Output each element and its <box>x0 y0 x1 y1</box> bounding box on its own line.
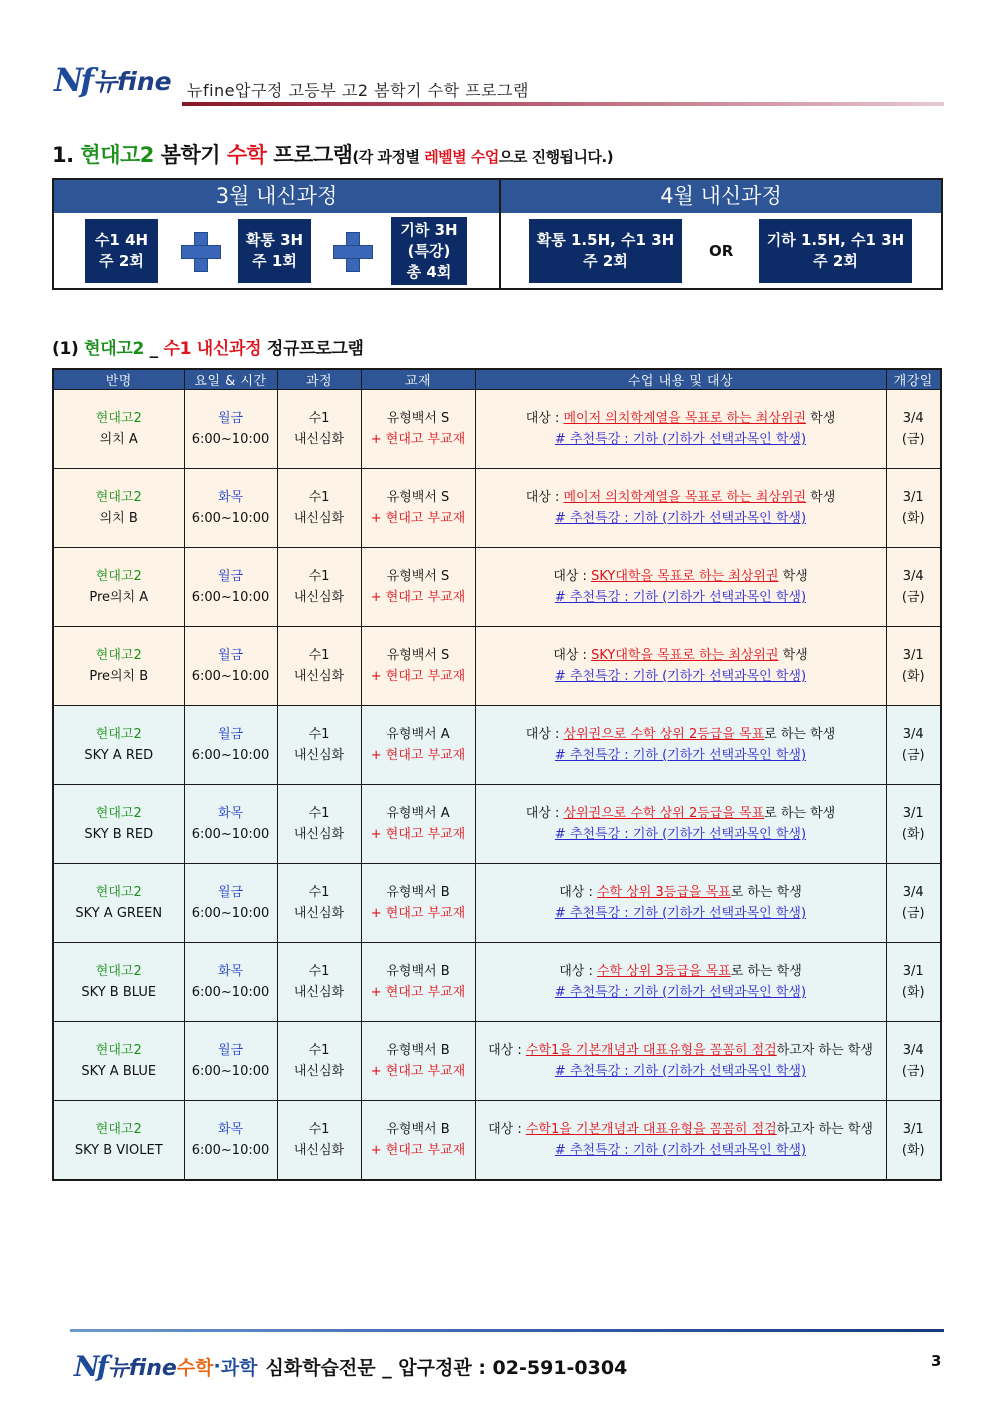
cell-start-date <box>886 785 941 864</box>
class-school: 현대고2 <box>95 569 142 584</box>
start-date: 3/1 <box>902 806 924 821</box>
target-tail: 하고자 하는 학생 <box>776 1043 873 1058</box>
cell-description <box>475 1022 886 1101</box>
textbook-main: 유형백서 A <box>386 727 450 742</box>
target-tail: 로 하는 학생 <box>730 885 802 900</box>
start-weekday: (화) <box>901 985 925 1000</box>
logo-text: 뉴fine <box>93 67 172 96</box>
table-row <box>53 706 941 785</box>
target-line <box>476 645 886 666</box>
footer-contact: 심화학습전문 _ 압구정관 : 02-591-0304 <box>265 1356 628 1379</box>
cell-textbook <box>361 548 475 627</box>
start-date: 3/1 <box>902 648 924 663</box>
cell-textbook <box>361 864 475 943</box>
target-label: 대상 : <box>525 806 564 821</box>
footer-logo-mark: Nf <box>74 1349 106 1383</box>
textbook-main: 유형백서 B <box>386 1043 450 1058</box>
target-line <box>476 566 886 587</box>
recommended-special: # 추천특강 : 기하 (기하가 선택과목인 학생) <box>554 748 807 763</box>
table-row <box>53 627 941 706</box>
subsection-title <box>52 334 364 359</box>
textbook-extra: + 현대고 부교재 <box>370 827 466 842</box>
course-subject: 수1 <box>308 806 330 821</box>
textbook-extra: + 현대고 부교재 <box>370 1143 466 1158</box>
textbook-extra: + 현대고 부교재 <box>370 511 466 526</box>
cell-textbook <box>361 390 475 469</box>
textbook-main: 유형백서 S <box>386 648 450 663</box>
recommended-special: # 추천특강 : 기하 (기하가 선택과목인 학생) <box>554 432 807 447</box>
class-time: 6:00~10:00 <box>191 590 270 605</box>
footer-subject-math: 수학 <box>176 1356 214 1379</box>
target-label: 대상 : <box>559 885 597 900</box>
subsection-rest: 정규프로그램 <box>266 339 364 359</box>
class-time: 6:00~10:00 <box>191 906 270 921</box>
cell-course <box>277 627 361 706</box>
cell-description <box>475 469 886 548</box>
cell-description <box>475 1101 886 1181</box>
cell-start-date <box>886 706 941 785</box>
course-level: 내신심화 <box>293 511 345 526</box>
target-tail: 학생 <box>778 648 808 663</box>
cell-start-date <box>886 864 941 943</box>
course-subject: 수1 <box>308 648 330 663</box>
course-level: 내신심화 <box>293 590 345 605</box>
class-name: SKY B RED <box>84 827 154 842</box>
box-line: 수1 4H <box>94 231 149 249</box>
march-box-hwaktong <box>238 219 311 283</box>
textbook-extra: + 현대고 부교재 <box>370 748 466 763</box>
start-weekday: (금) <box>901 906 925 921</box>
footer <box>74 1348 627 1384</box>
cell-schedule <box>184 1022 277 1101</box>
class-days: 월금 <box>217 411 244 426</box>
class-school: 현대고2 <box>95 806 142 821</box>
class-time: 6:00~10:00 <box>191 1143 270 1158</box>
box-line: 주 1회 <box>252 252 297 270</box>
cell-class <box>53 627 184 706</box>
class-days: 화목 <box>217 964 244 979</box>
cell-course <box>277 864 361 943</box>
course-subject: 수1 <box>308 490 330 505</box>
target-tail: 로 하는 학생 <box>730 964 802 979</box>
col-header-description: 수업 내용 및 대상 <box>475 369 886 390</box>
cell-schedule <box>184 627 277 706</box>
course-subject: 수1 <box>308 727 330 742</box>
class-name: SKY A RED <box>84 748 154 763</box>
box-line: 주 2회 <box>813 252 858 270</box>
cell-schedule <box>184 469 277 548</box>
start-date: 3/1 <box>902 964 924 979</box>
course-level: 내신심화 <box>293 669 345 684</box>
cell-class <box>53 1022 184 1101</box>
textbook-main: 유형백서 S <box>386 490 450 505</box>
textbook-main: 유형백서 B <box>386 964 450 979</box>
target-highlight: 수학 상위 3등급을 목표 <box>597 885 731 900</box>
class-time: 6:00~10:00 <box>191 748 270 763</box>
cell-schedule <box>184 943 277 1022</box>
cell-class <box>53 706 184 785</box>
textbook-extra: + 현대고 부교재 <box>370 1064 466 1079</box>
target-label: 대상 : <box>553 648 592 663</box>
or-label: OR <box>709 242 734 260</box>
class-days: 월금 <box>217 727 244 742</box>
cell-description <box>475 864 886 943</box>
target-highlight: 수학1을 기본개념과 대표유형을 꼼꼼히 점검 <box>525 1122 777 1137</box>
start-weekday: (화) <box>901 1143 925 1158</box>
start-date: 3/1 <box>902 1122 924 1137</box>
brand-logo <box>54 58 172 102</box>
target-line <box>476 1040 886 1061</box>
section-term: 봄학기 <box>160 143 221 167</box>
cell-textbook <box>361 1101 475 1181</box>
course-overview <box>52 178 943 290</box>
table-row <box>53 1022 941 1101</box>
cell-start-date <box>886 627 941 706</box>
class-name: SKY B VIOLET <box>74 1143 163 1158</box>
table-row <box>53 1101 941 1181</box>
cell-description <box>475 390 886 469</box>
target-highlight: 수학1을 기본개념과 대표유형을 꼼꼼히 점검 <box>525 1043 777 1058</box>
textbook-main: 유형백서 S <box>386 569 450 584</box>
cell-class <box>53 548 184 627</box>
class-days: 화목 <box>217 490 244 505</box>
textbook-extra: + 현대고 부교재 <box>370 669 466 684</box>
start-date: 3/1 <box>902 490 924 505</box>
class-name: 의치 B <box>99 511 138 526</box>
cell-description <box>475 627 886 706</box>
box-line: 기하 3H <box>400 220 458 239</box>
class-school: 현대고2 <box>95 885 142 900</box>
class-time: 6:00~10:00 <box>191 985 270 1000</box>
class-name: Pre의치 A <box>89 590 149 605</box>
start-weekday: (화) <box>901 511 925 526</box>
cell-course <box>277 390 361 469</box>
recommended-special: # 추천특강 : 기하 (기하가 선택과목인 학생) <box>554 1064 807 1079</box>
target-line <box>476 487 886 508</box>
march-box-giha <box>391 217 467 285</box>
recommended-special: # 추천특강 : 기하 (기하가 선택과목인 학생) <box>554 669 807 684</box>
header-rule <box>182 102 944 106</box>
class-time: 6:00~10:00 <box>191 432 270 447</box>
course-subject: 수1 <box>308 964 330 979</box>
class-school: 현대고2 <box>95 727 142 742</box>
cell-schedule <box>184 390 277 469</box>
cell-schedule <box>184 864 277 943</box>
target-tail: 학생 <box>806 490 836 505</box>
cell-course <box>277 1101 361 1181</box>
recommended-special: # 추천특강 : 기하 (기하가 선택과목인 학생) <box>554 906 807 921</box>
april-box-option1 <box>529 219 682 283</box>
target-label: 대상 : <box>525 727 564 742</box>
start-weekday: (금) <box>901 432 925 447</box>
cell-course <box>277 469 361 548</box>
overview-divider <box>499 180 501 288</box>
start-weekday: (금) <box>901 748 925 763</box>
class-days: 월금 <box>217 648 244 663</box>
target-label: 대상 : <box>525 490 564 505</box>
class-school: 현대고2 <box>95 648 142 663</box>
course-subject: 수1 <box>308 1043 330 1058</box>
col-header-class: 반명 <box>53 369 184 390</box>
target-label: 대상 : <box>488 1043 526 1058</box>
cell-class <box>53 1101 184 1181</box>
class-school: 현대고2 <box>95 411 142 426</box>
section-subject: 수학 <box>226 143 267 167</box>
class-days: 월금 <box>217 1043 244 1058</box>
cell-class <box>53 785 184 864</box>
class-name: SKY A BLUE <box>81 1064 157 1079</box>
course-subject: 수1 <box>308 885 330 900</box>
target-line <box>476 1119 886 1140</box>
box-line: 확통 3H <box>245 231 304 249</box>
box-line: 확통 1.5H, 수1 3H <box>536 231 675 249</box>
class-school: 현대고2 <box>95 1122 142 1137</box>
table-row <box>53 864 941 943</box>
april-heading: 4월 내신과정 <box>501 180 941 213</box>
cell-course <box>277 943 361 1022</box>
box-line: 기하 1.5H, 수1 3H <box>766 231 905 249</box>
target-highlight: 메이저 의치학계열을 목표로 하는 최상위권 <box>563 490 807 505</box>
cell-description <box>475 706 886 785</box>
class-days: 월금 <box>217 569 244 584</box>
textbook-main: 유형백서 S <box>386 411 450 426</box>
subsection-sep: _ <box>149 339 158 359</box>
cell-textbook <box>361 627 475 706</box>
section-school: 현대고2 <box>80 143 154 167</box>
cell-class <box>53 864 184 943</box>
class-name: SKY B BLUE <box>81 985 157 1000</box>
course-level: 내신심화 <box>293 1064 345 1079</box>
target-highlight: SKY대학을 목표로 하는 최상위권 <box>591 569 779 584</box>
textbook-main: 유형백서 B <box>386 1122 450 1137</box>
textbook-extra: + 현대고 부교재 <box>370 432 466 447</box>
class-school: 현대고2 <box>95 490 142 505</box>
table-row <box>53 390 941 469</box>
box-line: (특강) <box>407 241 451 260</box>
recommended-special: # 추천특강 : 기하 (기하가 선택과목인 학생) <box>554 511 807 526</box>
march-heading: 3월 내신과정 <box>54 180 499 213</box>
textbook-extra: + 현대고 부교재 <box>370 590 466 605</box>
cell-course <box>277 1022 361 1101</box>
table-header-row <box>53 369 941 390</box>
note-level: 레벨별 수업 <box>424 148 499 166</box>
logo-mark: Nf <box>54 61 92 99</box>
target-highlight: 수학 상위 3등급을 목표 <box>597 964 731 979</box>
table-row <box>53 469 941 548</box>
recommended-special: # 추천특강 : 기하 (기하가 선택과목인 학생) <box>554 590 807 605</box>
textbook-extra: + 현대고 부교재 <box>370 985 466 1000</box>
april-box-option2 <box>759 219 912 283</box>
table-row <box>53 785 941 864</box>
plus-icon <box>181 232 219 270</box>
cell-start-date <box>886 548 941 627</box>
section-program: 프로그램 <box>273 143 353 167</box>
textbook-main: 유형백서 B <box>386 885 450 900</box>
target-tail: 로 하는 학생 <box>764 727 836 742</box>
start-weekday: (금) <box>901 1064 925 1079</box>
page-number: 3 <box>931 1352 942 1370</box>
course-level: 내신심화 <box>293 827 345 842</box>
class-days: 화목 <box>217 1122 244 1137</box>
cell-textbook <box>361 469 475 548</box>
cell-course <box>277 706 361 785</box>
course-subject: 수1 <box>308 411 330 426</box>
cell-start-date <box>886 469 941 548</box>
target-label: 대상 : <box>525 411 564 426</box>
start-date: 3/4 <box>902 727 924 742</box>
cell-description <box>475 943 886 1022</box>
cell-class <box>53 469 184 548</box>
recommended-special: # 추천특강 : 기하 (기하가 선택과목인 학생) <box>554 1143 807 1158</box>
target-line <box>476 408 886 429</box>
target-tail: 로 하는 학생 <box>764 806 836 821</box>
cell-textbook <box>361 785 475 864</box>
section-title <box>52 139 613 169</box>
footer-subject-science: 과학 <box>220 1356 258 1379</box>
program-table <box>52 368 942 1181</box>
class-time: 6:00~10:00 <box>191 669 270 684</box>
footer-logo-text: 뉴fine <box>107 1355 177 1381</box>
target-line <box>476 724 886 745</box>
table-row <box>53 943 941 1022</box>
col-header-textbook: 교재 <box>361 369 475 390</box>
subsection-number: (1) <box>52 339 79 359</box>
target-highlight: 상위권으로 수학 상위 2등급을 목표 <box>563 727 765 742</box>
target-line <box>476 882 886 903</box>
target-label: 대상 : <box>559 964 597 979</box>
class-name: Pre의치 B <box>89 669 149 684</box>
header-title: 뉴fine압구정 고등부 고2 봄학기 수학 프로그램 <box>187 81 529 100</box>
course-level: 내신심화 <box>293 748 345 763</box>
target-tail: 학생 <box>806 411 836 426</box>
cell-class <box>53 390 184 469</box>
cell-description <box>475 548 886 627</box>
class-time: 6:00~10:00 <box>191 827 270 842</box>
start-date: 3/4 <box>902 569 924 584</box>
course-level: 내신심화 <box>293 432 345 447</box>
target-line <box>476 803 886 824</box>
course-level: 내신심화 <box>293 985 345 1000</box>
cell-textbook <box>361 1022 475 1101</box>
plus-icon <box>333 232 371 270</box>
cell-schedule <box>184 706 277 785</box>
start-weekday: (금) <box>901 590 925 605</box>
table-row <box>53 548 941 627</box>
note-suffix: 으로 진행됩니다.) <box>498 148 614 166</box>
recommended-special: # 추천특강 : 기하 (기하가 선택과목인 학생) <box>554 985 807 1000</box>
cell-start-date <box>886 943 941 1022</box>
march-box-su1 <box>85 219 158 283</box>
cell-start-date <box>886 390 941 469</box>
class-days: 월금 <box>217 885 244 900</box>
col-header-schedule: 요일 & 시간 <box>184 369 277 390</box>
class-time: 6:00~10:00 <box>191 1064 270 1079</box>
note-prefix: (각 과정별 <box>352 148 425 166</box>
box-line: 주 2회 <box>99 252 144 270</box>
class-school: 현대고2 <box>95 964 142 979</box>
box-line: 총 4회 <box>406 262 452 281</box>
start-weekday: (화) <box>901 827 925 842</box>
class-days: 화목 <box>217 806 244 821</box>
cell-textbook <box>361 706 475 785</box>
section-number: 1. <box>52 143 74 167</box>
course-level: 내신심화 <box>293 906 345 921</box>
target-highlight: 메이저 의치학계열을 목표로 하는 최상위권 <box>563 411 807 426</box>
footer-rule <box>70 1329 944 1332</box>
col-header-course: 과정 <box>277 369 361 390</box>
cell-schedule <box>184 785 277 864</box>
textbook-extra: + 현대고 부교재 <box>370 906 466 921</box>
cell-start-date <box>886 1022 941 1101</box>
course-subject: 수1 <box>308 569 330 584</box>
textbook-main: 유형백서 A <box>386 806 450 821</box>
class-name: 의치 A <box>99 432 138 447</box>
subsection-school: 현대고2 <box>84 339 144 359</box>
start-date: 3/4 <box>902 1043 924 1058</box>
section-note <box>352 148 613 166</box>
cell-course <box>277 785 361 864</box>
cell-class <box>53 943 184 1022</box>
cell-description <box>475 785 886 864</box>
cell-textbook <box>361 943 475 1022</box>
box-line: 주 2회 <box>583 252 628 270</box>
cell-course <box>277 548 361 627</box>
target-highlight: SKY대학을 목표로 하는 최상위권 <box>591 648 779 663</box>
class-time: 6:00~10:00 <box>191 511 270 526</box>
footer-dot: · <box>213 1355 221 1377</box>
target-line <box>476 961 886 982</box>
course-subject: 수1 <box>308 1122 330 1137</box>
course-level: 내신심화 <box>293 1143 345 1158</box>
cell-schedule <box>184 1101 277 1181</box>
cell-schedule <box>184 548 277 627</box>
start-date: 3/4 <box>902 885 924 900</box>
target-highlight: 상위권으로 수학 상위 2등급을 목표 <box>563 806 765 821</box>
target-label: 대상 : <box>488 1122 526 1137</box>
target-tail: 학생 <box>778 569 808 584</box>
class-school: 현대고2 <box>95 1043 142 1058</box>
target-label: 대상 : <box>553 569 592 584</box>
start-date: 3/4 <box>902 411 924 426</box>
recommended-special: # 추천특강 : 기하 (기하가 선택과목인 학생) <box>554 827 807 842</box>
subsection-course: 수1 내신과정 <box>163 339 262 359</box>
cell-start-date <box>886 1101 941 1181</box>
target-tail: 하고자 하는 학생 <box>776 1122 873 1137</box>
col-header-start-date: 개강일 <box>886 369 941 390</box>
start-weekday: (화) <box>901 669 925 684</box>
class-name: SKY A GREEN <box>75 906 163 921</box>
